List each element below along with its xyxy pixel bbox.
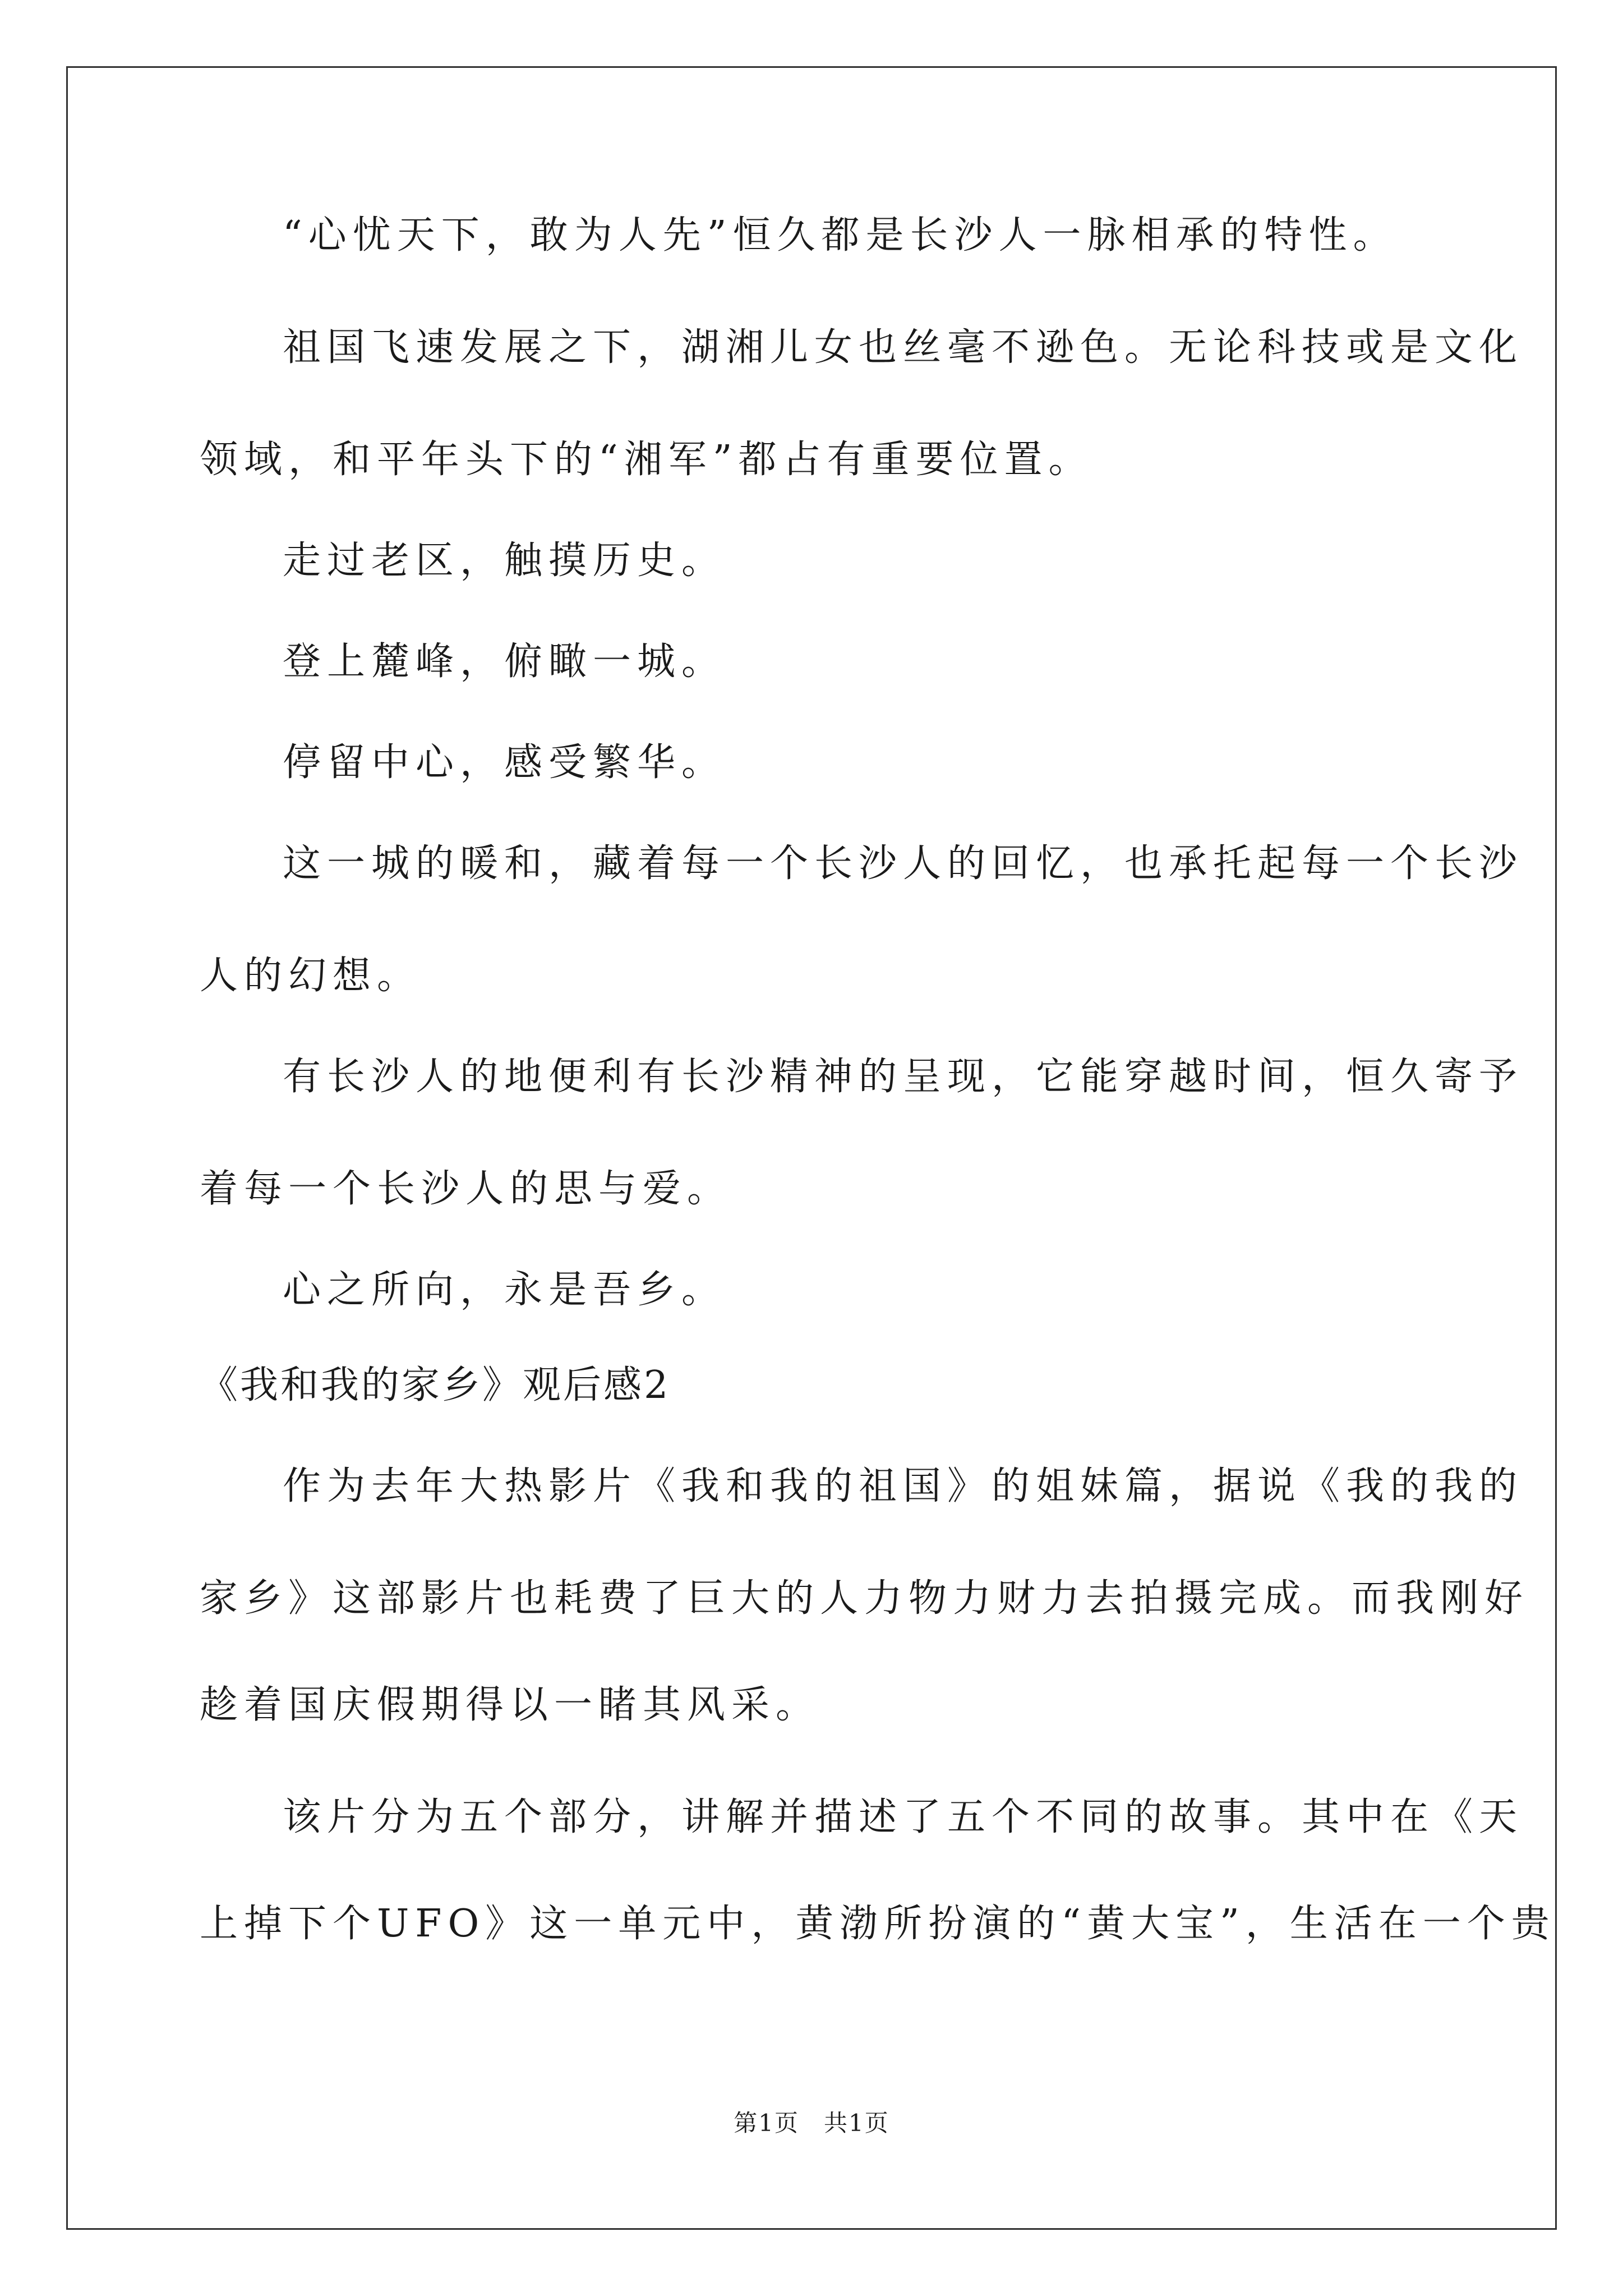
paragraph-line: 这一城的暖和，藏着每一个长沙人的回忆，也承托起每一个长沙 [283, 841, 1524, 886]
section-heading: 《我和我的家乡》观后感2 [200, 1363, 671, 1407]
page-number: 第1页 共1页 [734, 2109, 889, 2137]
paragraph-line: 登上麓峰，俯瞰一城。 [283, 639, 726, 684]
paragraph-line: 趁着国庆假期得以一睹其风采。 [200, 1683, 820, 1727]
paragraph-line: 走过老区，触摸历史。 [283, 539, 726, 583]
paragraph-line: 领域，和平年头下的“湘军”都占有重要位置。 [200, 438, 1093, 482]
paragraph-line: 上掉下个UFO》这一单元中，黄渤所扮演的“黄大宝”，生活在一个贵 [200, 1902, 1556, 1946]
paragraph-line: 祖国飞速发展之下，湖湘儿女也丝毫不逊色。无论科技或是文化 [283, 325, 1524, 370]
paragraph-line: “心忧天下，敢为人先”恒久都是长沙人一脉相承的特性。 [283, 213, 1398, 257]
paragraph-line: 作为去年大热影片《我和我的祖国》的姐妹篇，据说《我的我的 [283, 1464, 1524, 1508]
paragraph-line: 该片分为五个部分，讲解并描述了五个不同的故事。其中在《天 [283, 1795, 1524, 1839]
paragraph-line: 家乡》这部影片也耗费了巨大的人力物力财力去拍摄完成。而我刚好 [200, 1576, 1529, 1621]
paragraph-line: 停留中心，感受繁华。 [283, 740, 726, 785]
paragraph-line: 心之所向，永是吾乡。 [283, 1268, 726, 1312]
paragraph-line: 人的幻想。 [200, 954, 422, 998]
paragraph-line: 着每一个长沙人的思与爱。 [200, 1167, 732, 1211]
paragraph-line: 有长沙人的地便利有长沙精神的呈现，它能穿越时间，恒久寄予 [283, 1055, 1524, 1099]
